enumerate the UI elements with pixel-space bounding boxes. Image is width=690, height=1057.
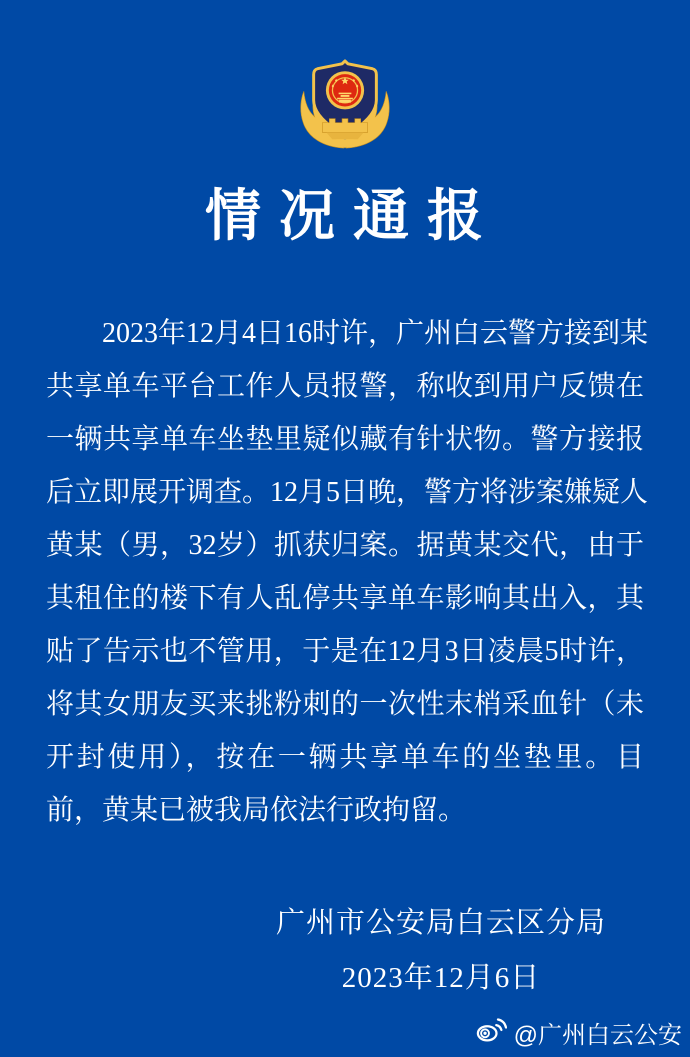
notice-line: 一辆共享单车坐垫里疑似藏有针状物。警方接报 [46, 424, 644, 455]
notice-line: 黄某（男，32岁）抓获归案。据黄某交代，由于 [46, 530, 644, 561]
issuer-name: 广州市公安局白云区分局 [275, 907, 606, 939]
police-badge-icon [291, 56, 399, 154]
issue-date: 2023年12月6日 [341, 962, 541, 994]
notice-body [46, 307, 649, 837]
notice-line: 后立即展开调查。12月5日晚，警方将涉案嫌疑人 [46, 477, 649, 508]
notice-line: 贴了告示也不管用，于是在12月3日凌晨5时许， [46, 636, 644, 667]
notice-line: 共享单车平台工作人员报警，称收到用户反馈在 [46, 371, 644, 402]
signature-block [276, 896, 606, 1006]
notice-line: 开封使用），按在一辆共享单车的坐垫里。目 [46, 742, 644, 773]
page-title: 情 况 通 报 [205, 186, 485, 248]
notice-line: 其租住的楼下有人乱停共享单车影响其出入，其 [46, 583, 644, 614]
notice-line: 将其女朋友买来挑粉刺的一次性末梢采血针（未 [46, 689, 644, 720]
weibo-icon [476, 1016, 507, 1049]
weibo-handle: @广州白云公安 [513, 1022, 682, 1049]
notice-line: 2023年12月4日16时许，广州白云警方接到某 [102, 318, 649, 349]
notice-line: 前，黄某已被我局依法行政拘留。 [46, 795, 467, 826]
weibo-watermark [476, 1015, 682, 1050]
